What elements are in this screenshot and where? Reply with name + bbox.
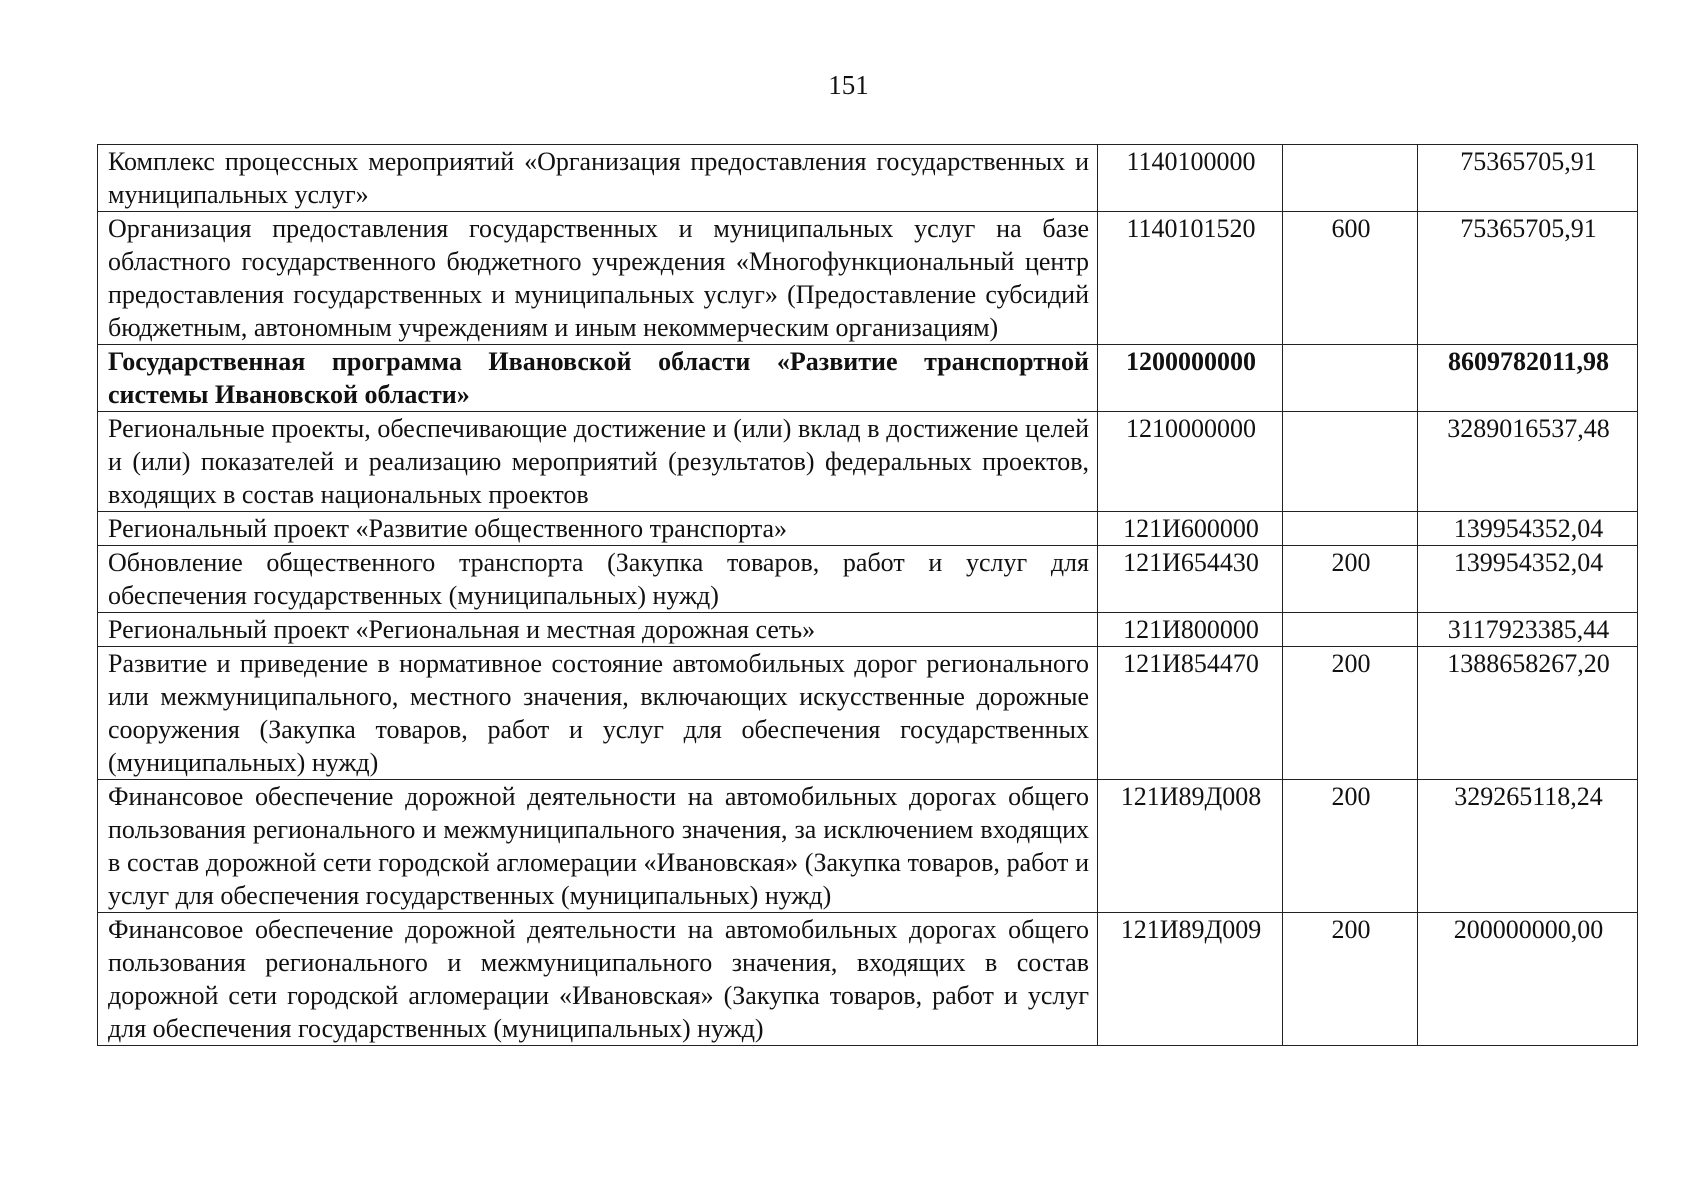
row-expense-type-cell xyxy=(1283,613,1418,647)
row-expense-type-cell: 200 xyxy=(1283,913,1418,1046)
table-row xyxy=(98,212,1638,345)
row-name-cell: Организация предоставления государственных и муниципальных услуг на базе областного государственного бюджетного учреждения «Многофункциональный центр предоставления государственных и муниципальных услуг» (Предоставление субсидий бюджетным, автономным учреждениям и иным некоммерческим организациям) xyxy=(98,212,1098,345)
row-code-cell: 121И600000 xyxy=(1098,512,1283,546)
row-amount-cell: 139954352,04 xyxy=(1418,512,1638,546)
table-row xyxy=(98,546,1638,613)
table-row xyxy=(98,345,1638,412)
row-amount-cell: 75365705,91 xyxy=(1418,212,1638,345)
page-number: 151 xyxy=(828,70,869,100)
row-name-cell: Государственная программа Ивановской области «Развитие транспортной системы Ивановской области» xyxy=(98,345,1098,412)
row-amount-cell: 200000000,00 xyxy=(1418,913,1638,1046)
row-name-cell: Обновление общественного транспорта (Закупка товаров, работ и услуг для обеспечения государственных (муниципальных) нужд) xyxy=(98,546,1098,613)
row-expense-type-cell: 200 xyxy=(1283,647,1418,780)
row-code-cell: 1210000000 xyxy=(1098,412,1283,512)
row-expense-type-cell: 200 xyxy=(1283,780,1418,913)
row-expense-type-cell: 600 xyxy=(1283,212,1418,345)
row-name-cell: Региональные проекты, обеспечивающие достижение и (или) вклад в достижение целей и (или) показателей и реализацию мероприятий (результатов) федеральных проектов, входящих в состав национальных проектов xyxy=(98,412,1098,512)
row-amount-cell: 139954352,04 xyxy=(1418,546,1638,613)
row-expense-type-cell xyxy=(1283,345,1418,412)
row-name-cell: Комплекс процессных мероприятий «Организация предоставления государственных и муниципальных услуг» xyxy=(98,145,1098,212)
row-code-cell: 1140100000 xyxy=(1098,145,1283,212)
row-amount-cell: 329265118,24 xyxy=(1418,780,1638,913)
table-row xyxy=(98,512,1638,546)
table-row xyxy=(98,613,1638,647)
row-name-cell: Региональный проект «Региональная и местная дорожная сеть» xyxy=(98,613,1098,647)
row-name-cell: Региональный проект «Развитие общественного транспорта» xyxy=(98,512,1098,546)
row-expense-type-cell xyxy=(1283,412,1418,512)
row-code-cell: 1140101520 xyxy=(1098,212,1283,345)
budget-table xyxy=(97,144,1638,1046)
row-name-cell: Финансовое обеспечение дорожной деятельности на автомобильных дорогах общего пользования регионального и межмуниципального значения, входящих в состав дорожной сети городской агломерации «Ивановская» (Закупка товаров, работ и услуг для обеспечения государственных (муниципальных) нужд) xyxy=(98,913,1098,1046)
row-name-cell: Финансовое обеспечение дорожной деятельности на автомобильных дорогах общего пользования регионального и межмуниципального значения, за исключением входящих в состав дорожной сети городской агломерации «Ивановская» (Закупка товаров, работ и услуг для обеспечения государственных (муниципальных) нужд) xyxy=(98,780,1098,913)
row-code-cell: 121И89Д009 xyxy=(1098,913,1283,1046)
row-code-cell: 121И800000 xyxy=(1098,613,1283,647)
table-row xyxy=(98,647,1638,780)
row-code-cell: 1200000000 xyxy=(1098,345,1283,412)
row-amount-cell: 3117923385,44 xyxy=(1418,613,1638,647)
row-name-cell: Развитие и приведение в нормативное состояние автомобильных дорог регионального или межмуниципального, местного значения, включающих искусственные дорожные сооружения (Закупка товаров, работ и услуг для обеспечения государственных (муниципальных) нужд) xyxy=(98,647,1098,780)
table-row xyxy=(98,412,1638,512)
table-row xyxy=(98,913,1638,1046)
table-row xyxy=(98,780,1638,913)
budget-table-body xyxy=(98,145,1638,1046)
row-amount-cell: 8609782011,98 xyxy=(1418,345,1638,412)
row-expense-type-cell xyxy=(1283,512,1418,546)
row-amount-cell: 3289016537,48 xyxy=(1418,412,1638,512)
row-code-cell: 121И654430 xyxy=(1098,546,1283,613)
row-expense-type-cell xyxy=(1283,145,1418,212)
row-code-cell: 121И89Д008 xyxy=(1098,780,1283,913)
row-amount-cell: 75365705,91 xyxy=(1418,145,1638,212)
row-expense-type-cell: 200 xyxy=(1283,546,1418,613)
row-code-cell: 121И854470 xyxy=(1098,647,1283,780)
table-row xyxy=(98,145,1638,212)
row-amount-cell: 1388658267,20 xyxy=(1418,647,1638,780)
